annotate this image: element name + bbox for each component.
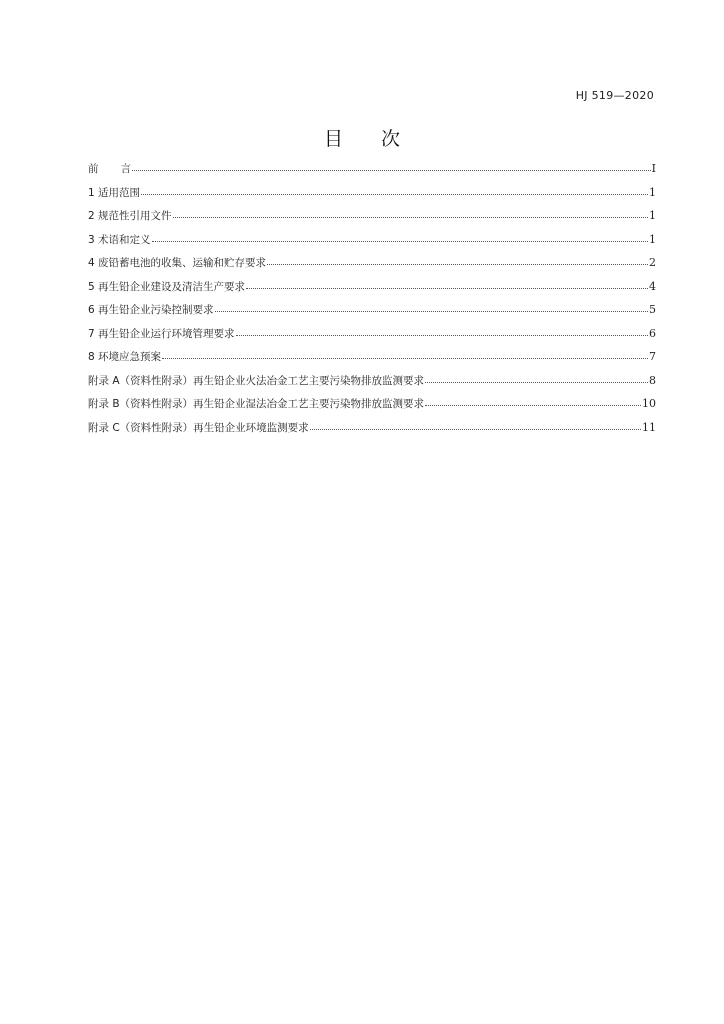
toc-entry-foreword[interactable]	[88, 162, 656, 186]
toc-entry-appendix-b[interactable]	[88, 397, 656, 421]
toc-entry-page: 10	[642, 397, 656, 410]
toc-leader-dots	[215, 303, 648, 313]
toc-entry-label: 2 规范性引用文件	[88, 210, 172, 222]
toc-entry-label: 8 环境应急预案	[88, 351, 162, 363]
toc-entry-page: 11	[642, 420, 656, 434]
toc-entry-emergency-plan[interactable]	[88, 350, 656, 374]
toc-entry-construction-clean-production[interactable]	[88, 280, 656, 304]
toc-entry-label: 7 再生铅企业运行环境管理要求	[88, 327, 235, 340]
toc-leader-dots	[425, 397, 641, 407]
toc-entry-label: 附录 B（资料性附录）再生铅企业湿法冶金工艺主要污染物排放监测要求	[88, 398, 425, 410]
toc-entry-label: 4 废铅蓄电池的收集、运输和贮存要求	[88, 257, 267, 269]
toc-entry-label: 附录 A（资料性附录）再生铅企业火法冶金工艺主要污染物排放监测要求	[88, 374, 425, 387]
toc-entry-label: 1 适用范围	[88, 186, 141, 199]
toc-entry-page: 2	[649, 256, 656, 269]
toc-entry-page: 7	[649, 350, 656, 363]
toc-entry-label: 6 再生铅企业污染控制要求	[88, 304, 214, 316]
toc-title: 目次	[323, 128, 438, 150]
toc-entry-page: 1	[649, 232, 656, 246]
toc-leader-dots	[173, 209, 648, 219]
toc-entry-collection-transport-storage[interactable]	[88, 256, 656, 280]
toc-leader-dots	[246, 280, 648, 290]
toc-entry-page: 4	[649, 279, 656, 293]
toc-entry-normative-references[interactable]	[88, 209, 656, 233]
toc-entry-label: 3 术语和定义	[88, 233, 151, 246]
toc-entry-appendix-a[interactable]	[88, 374, 656, 398]
toc-entry-page: I	[651, 162, 656, 175]
toc-entry-page: 6	[649, 326, 656, 340]
toc-leader-dots	[267, 256, 648, 266]
toc-leader-dots	[425, 374, 648, 384]
toc-entry-page: 1	[649, 209, 656, 222]
toc-leader-dots	[162, 350, 648, 360]
toc-leader-dots	[141, 186, 648, 196]
toc-leader-dots	[132, 162, 651, 172]
toc-entry-environmental-management[interactable]	[88, 327, 656, 351]
table-of-contents	[88, 162, 656, 444]
toc-entry-page: 1	[649, 185, 656, 199]
toc-entry-label: 前 言	[88, 163, 131, 175]
toc-entry-label: 5 再生铅企业建设及清洁生产要求	[88, 280, 246, 293]
toc-entry-label: 附录 C（资料性附录）再生铅企业环境监测要求	[88, 421, 309, 434]
toc-entry-terms-definitions[interactable]	[88, 233, 656, 257]
toc-entry-scope[interactable]	[88, 186, 656, 210]
toc-leader-dots	[236, 327, 648, 337]
toc-leader-dots	[310, 421, 641, 431]
document-code: HJ 519—2020	[575, 89, 654, 102]
toc-leader-dots	[152, 233, 648, 243]
toc-entry-page: 8	[649, 373, 656, 387]
toc-entry-page: 5	[649, 303, 656, 316]
toc-entry-appendix-c[interactable]	[88, 421, 656, 445]
toc-entry-pollution-control[interactable]	[88, 303, 656, 327]
